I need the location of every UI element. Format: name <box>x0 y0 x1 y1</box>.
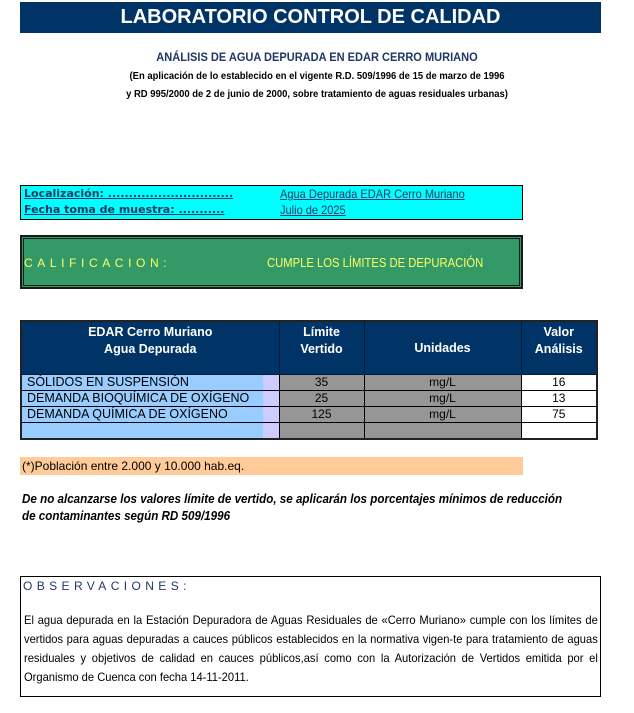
units-value <box>364 423 521 440</box>
header-parameter-line-1: EDAR Cerro Muriano <box>88 325 213 339</box>
results-table <box>20 320 598 440</box>
parameter-name: DEMANDA QUÍMICA DE OXÍGENO <box>21 407 263 423</box>
observations-title: OBSERVACIONES: <box>23 579 191 593</box>
limit-value: 125 <box>279 407 364 423</box>
analysis-value[interactable]: 75 <box>521 407 597 423</box>
limit-value: 35 <box>279 375 364 391</box>
header-parameter-line-2: Agua Depurada <box>104 342 197 356</box>
limit-value: 25 <box>279 391 364 407</box>
header-value-line-1: Valor <box>543 325 575 339</box>
parameter-name: DEMANDA BIOQUÍMICA DE OXÍGENO <box>21 391 263 407</box>
qualification-box <box>20 235 523 289</box>
header-parameter <box>21 321 279 375</box>
reduction-note-line-2: de contaminantes según RD 509/1996 <box>22 509 231 523</box>
report-subtitle: ANÁLISIS DE AGUA DEPURADA EN EDAR CERRO MURIANO <box>156 50 478 64</box>
table-header-row <box>21 321 597 375</box>
parameter-spacer <box>263 423 279 440</box>
parameter-spacer <box>263 391 279 407</box>
legal-reference-line-1: (En aplicación de lo establecido en el vigente R.D. 509/1996 de 15 de marzo de 1996 <box>129 70 505 82</box>
limit-value <box>279 423 364 440</box>
observations-box <box>20 576 601 697</box>
population-note: (*)Población entre 2.000 y 10.000 hab.eq. <box>20 457 523 475</box>
legal-reference-line-2: y RD 995/2000 de 2 de junio de 2000, sobre tratamiento de aguas residuales urbanas) <box>126 88 508 100</box>
header-limit-line-2: Vertido <box>300 342 343 356</box>
parameter-name <box>21 423 263 440</box>
table-row <box>21 375 597 391</box>
report-title: LABORATORIO CONTROL DE CALIDAD <box>20 2 601 33</box>
units-value: mg/L <box>364 391 521 407</box>
parameter-name: SÓLIDOS EN SUSPENSIÓN <box>21 375 263 391</box>
header-value-line-2: Análisis <box>534 342 583 356</box>
qualification-label: CALIFICACION: <box>24 256 172 270</box>
parameter-spacer <box>263 375 279 391</box>
analysis-value[interactable]: 13 <box>521 391 597 407</box>
header-limit <box>279 321 364 375</box>
units-value: mg/L <box>364 375 521 391</box>
analysis-value[interactable] <box>521 423 597 440</box>
date-label: Fecha toma de muestra: ........... <box>24 203 225 216</box>
qualification-value: CUMPLE LOS LÍMITES DE DEPURACIÓN <box>267 256 484 270</box>
date-row <box>24 203 224 216</box>
analysis-value[interactable]: 16 <box>521 375 597 391</box>
reduction-note <box>22 491 632 525</box>
location-label: Localización: .............................. <box>24 187 234 200</box>
observations-text: El agua depurada en la Estación Depuradora de Aguas Residuales de «Cerro Muriano» cumple con los límites de vertidos para aguas depuradas a cauces públicos establecidos en la normativa vigen-te para tratamiento de aguas residuales y objetivos de calidad en cauces públicos,así como con la Autorización de Vertidos emitida por el Organismo de Cuenca con fecha 14-11-2011. <box>24 613 598 684</box>
date-value[interactable]: Julio de 2025 <box>280 203 346 217</box>
header-units: Unidades <box>364 321 521 375</box>
location-value[interactable]: Agua Depurada EDAR Cerro Muriano <box>280 187 465 201</box>
sample-info-box <box>20 185 523 220</box>
parameter-spacer <box>263 407 279 423</box>
header-value <box>521 321 597 375</box>
reduction-note-line-1: De no alcanzarse los valores límite de vertido, se aplicarán los porcentajes mínimos de reducción <box>22 492 563 506</box>
units-value: mg/L <box>364 407 521 423</box>
table-row-empty <box>21 423 597 440</box>
table-row <box>21 391 597 407</box>
table-row <box>21 407 597 423</box>
location-row <box>24 187 233 200</box>
header-limit-line-1: Límite <box>303 325 340 339</box>
